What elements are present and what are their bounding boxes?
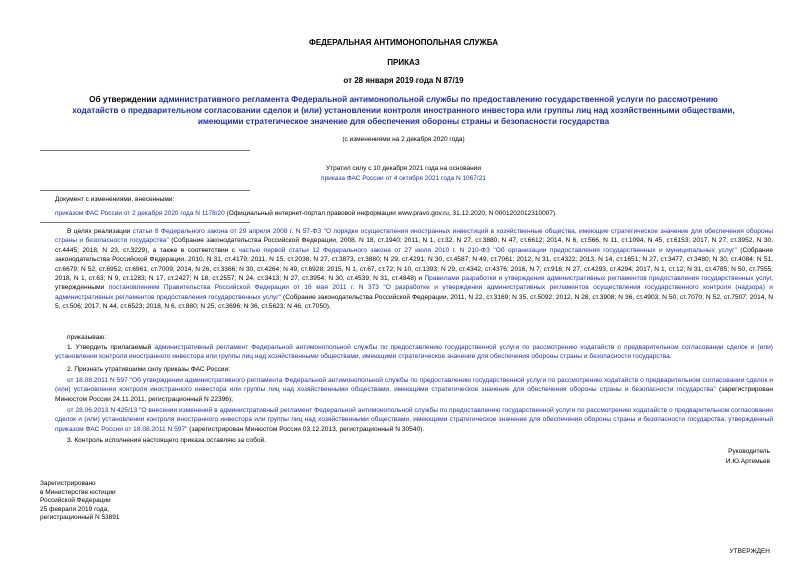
regulation-link[interactable]: административный регламент Федеральной антимонопольной службы по предоставлению государственной услуги по рассмотрению ходатайств о предварительном согласовании сделок и (или) установлении контроля иностранного инвестора или группы лиц над хозяйственными обществами, имеющими стратегическое значение для обеспечения обороны страны и безопасности государства bbox=[55, 344, 773, 361]
preamble-text: (Собрание законодательства Российской Федерации, 2010, N 31, ст.4179; 2011, N 15, ст.2038; N 27, ст.3873, ст.3880; N 29, ст.4291; N 30, ст.4587; N 49, ст.7061; 2012, N 31, ст.4322; 2013, N 14, ст.1651; N 27, ст.3477, ст.3480; N 30, ст.4084; N 51, ст.6679; N 52, ст.6952, ст.6961, ст.7009; 2014, N 26, ст.3366; N 30, ст.4264; N 49, ст.6928; 2015, N 1, ст.67, ст.72; N 10, ст.1393; N 29, ст.4342, ст.4376; 2016, N 7, ст.916; N 27, ст.4293, ст.4294; 2017, N 1, ст.12; N 31, ст.4785; N 50, ст.7555; 2018, N 1, ст.63; N 9, ст.1283; N 17, ст.2427; N 18, ст.2557; N 24, ст.3413; N 27, ст.3954; N 30, ст.4539; N 31, ст.4848) и bbox=[55, 246, 773, 283]
order-word: приказываю: bbox=[67, 334, 107, 341]
order-425-link[interactable]: от 28.06.2013 N 425/13 "О внесении изменений в административный регламент Федеральной антимонопольной службы по предоставлению государственной услуги по рассмотрению ходатайств о предварительном согласовании сделок и (или) установлении контроля иностранного инвестора или группы лиц над хозяйственными обществами, имеющими стратегическое значение для обеспечения обороны страны и безопасности государства, утвержденный приказом ФАС России от 18.08.2011 N 597" bbox=[55, 407, 773, 433]
amendment-order-link[interactable]: приказом ФАС России от 2 декабря 2020 года N 1178/20 bbox=[55, 210, 225, 217]
item-text: (зарегистрирован Минюстом России 03.12.2013, регистрационный N 30540). bbox=[187, 425, 425, 433]
resolution-373-link[interactable]: постановлением Правительства Российской Федерации от 16 мая 2011 г. N 373 "О разработке и утверждении административных регламентов осуществления государственного контроля (надзора) и административных регламентов предоставления государственных услуг" bbox=[55, 284, 773, 301]
item-text: (зарегистрирован Минюстом России 24.11.2011, регистрационный N 22396); bbox=[55, 386, 773, 403]
title-link[interactable]: административного регламента Федеральной антимонопольной службы по предоставлению государственной услуги по рассмотрению bbox=[158, 95, 718, 104]
item-1 bbox=[55, 343, 773, 362]
amendment-source: (Официальный интернет-портал правовой информации www.pravo.gov.ru, 31.12.2020, N 0001202012310007). bbox=[224, 210, 557, 217]
divider bbox=[40, 222, 250, 223]
doc-date-number: от 28 января 2019 года N 87/19 bbox=[343, 76, 464, 85]
org-name: ФЕДЕРАЛЬНАЯ АНТИМОНОПОЛЬНАЯ СЛУЖБА bbox=[309, 38, 498, 47]
item-text: . bbox=[669, 353, 672, 361]
expiry-order-link[interactable]: приказа ФАС России от 4 октября 2021 года N 1067/21 bbox=[321, 175, 486, 182]
registration-line: регистрационный N 53891 bbox=[40, 514, 120, 521]
registration-line: Зарегистрировано bbox=[40, 480, 96, 487]
expiry-line: Утратил силу с 10 декабря 2021 года на основании bbox=[326, 165, 481, 172]
signer-role: Руководитель bbox=[728, 448, 770, 455]
rules-link[interactable]: Правилами разработки и утверждения административных регламентов предоставления государственных услуг bbox=[424, 275, 772, 283]
title-link-line3[interactable]: имеющими стратегическое значение для обеспечения обороны страны и безопасности государства bbox=[197, 117, 610, 126]
preamble-text: , утвержденными bbox=[55, 275, 773, 292]
divider bbox=[40, 190, 250, 191]
amendments-label: Документ с изменениями, внесенными: bbox=[55, 196, 175, 203]
preamble-text: В целях реализации bbox=[67, 228, 133, 235]
doc-title bbox=[0, 94, 807, 127]
registration-line: 25 февраля 2019 года, bbox=[40, 505, 109, 513]
preamble-text: (Собрание законодательства Российской Федерации, 2008, N 18, ст.1940; 2011, N 1, ст.32, N 27, ст.3880, N 47, ст.6612; 2014, N 6, ст.566, N 11, ст.1094, N 45, ст.6153; 2017, N 27, ст.3952, N 30, ст.4445; 2018, N 23, ст.3229), а также в соответствии с bbox=[55, 237, 773, 254]
registration-line: в Министерстве юстиции bbox=[40, 488, 116, 496]
doc-type: ПРИКАЗ bbox=[387, 58, 420, 67]
item-3: 3. Контроль исполнения настоящего приказа оставляю за собой. bbox=[67, 437, 267, 444]
order-597-link[interactable]: от 18.08.2011 N 597 "Об утверждении административного регламента Федеральной антимонопольной службы по предоставлению государственной услуги по рассмотрению ходатайств о предварительном согласовании сделок и (или) установлении контроля иностранного инвестора или группы лиц над хозяйственными обществами, имеющими стратегическое значение для обеспечения обороны страны и безопасности государства" bbox=[55, 377, 773, 394]
item-text: 1. Утвердить прилагаемый bbox=[67, 344, 155, 351]
preamble-text: (Собрание законодательства Российской Федерации, 2011, N 22, ст.3169; N 35, ст.5092; 2012, N 28, ст.3908; N 36, ст.4903; N 50, ст.7070; N 52, ст.7507; 2014, N 5, ст.506; 2017, N 44, ст.6523; 2018, N 6, ст.880; N 25, ст.3696; N 36, ст.5623; N 46, ст.7050), bbox=[55, 293, 773, 311]
law-57-fz-link[interactable]: статьи 8 Федерального закона от 29 апреля 2008 г. N 57-ФЗ "О порядке осуществления иностранных инвестиций в хозяйственные общества, имеющие стратегическое значение для обеспечения обороны страны и безопасности государства" bbox=[55, 228, 773, 245]
item-2: 2. Признать утратившими силу приказы ФАС России: bbox=[67, 366, 231, 373]
preamble-paragraph bbox=[55, 227, 773, 312]
title-prefix: Об утверждении bbox=[89, 95, 159, 104]
item-2a bbox=[55, 376, 773, 404]
signer-name: И.Ю.Артемьев bbox=[725, 458, 770, 465]
amendments-line bbox=[55, 210, 775, 219]
law-210-fz-link[interactable]: частью первой статьи 12 Федерального закона от 27 июля 2010 г. N 210-ФЗ "Об организации предоставления государственных и муниципальных услуг" bbox=[238, 246, 737, 254]
registration-block bbox=[40, 480, 120, 523]
divider bbox=[40, 150, 250, 151]
registration-line: Российской Федерации bbox=[40, 497, 111, 504]
approved-label: УТВЕРЖДЕН bbox=[729, 548, 770, 555]
title-link-line2[interactable]: ходатайств о предварительном согласовании сделок и (или) установлении контроля иностранного инвестора или группы лиц над хозяйственными обществами, bbox=[72, 106, 735, 115]
item-2b bbox=[55, 406, 773, 434]
changes-note: (с изменениями на 2 декабря 2020 года) bbox=[342, 136, 465, 143]
